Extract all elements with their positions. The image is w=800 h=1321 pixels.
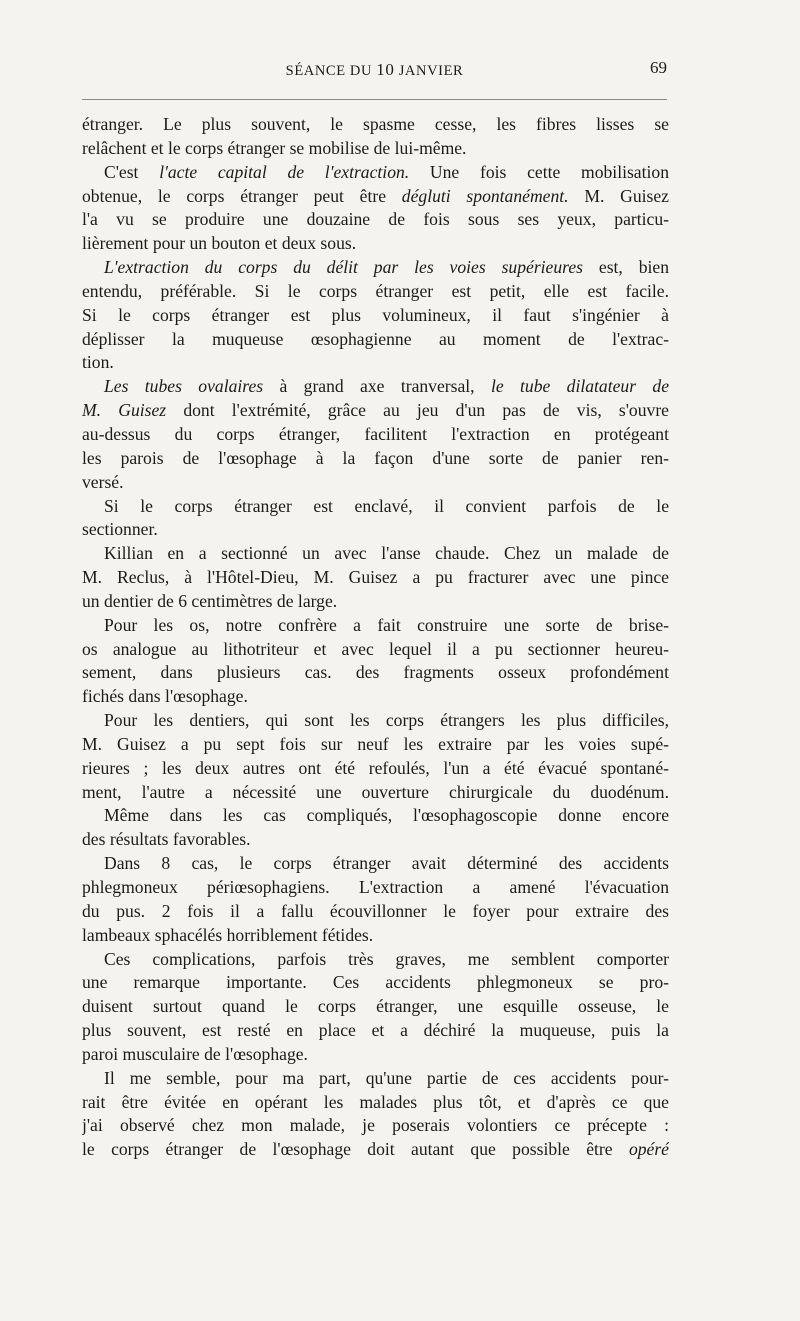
text-segment: est, bien [583,257,669,278]
italic-text: M. Guisez [82,400,167,421]
text-line: relâchent et le corps étranger se mobilise de lui-même. [82,137,467,158]
page-number: 69 [650,58,667,77]
header-rule [82,99,667,100]
text-line: Ces complications, parfois très graves, me semblent comporter [104,948,669,969]
text-line: Si le corps étranger est enclavé, il convient parfois de le [104,495,669,516]
text-line: plus souvent, est resté en place et a déchiré la muqueuse, puis la [82,1020,669,1041]
running-title-part: SÉANCE DU [285,63,377,79]
text-segment: à grand axe tranversal, [263,376,491,397]
text-segment: dont l'extrémité, grâce au jeu d'un pas de vis, s'ouvre [166,400,669,421]
text-line: Dans 8 cas, le corps étranger avait déterminé des accidents [104,853,669,874]
text-line [82,399,669,423]
text-line: Pour les os, notre confrère a fait construire une sorte de brise- [104,614,669,635]
text-line: rait être évitée en opérant les malades plus tôt, et d'après ce que [82,1091,669,1112]
italic-text: le tube dilatateur de [490,376,669,397]
text-line: Killian en a sectionné un avec l'anse chaude. Chez un malade de [104,543,669,564]
text-line: j'ai observé chez mon malade, je poserais volontiers ce précepte : [82,1115,669,1136]
text-line: des résultats favorables. [82,829,251,850]
text-line: Même dans les cas compliqués, l'œsophagoscopie donne encore [104,805,669,826]
text-line: sectionner. [82,519,158,540]
text-line: rieures ; les deux autres ont été refoulés, l'un a été évacué spontané- [82,757,669,778]
text-line [82,161,669,185]
text-line: os analogue au lithotriteur et avec lequel il a pu sectionner heureu- [82,638,669,659]
running-title-day: 10 [376,60,395,79]
text-line [82,185,669,209]
text-segment: le corps étranger de l'œsophage doit autant que possible être [82,1139,629,1160]
italic-text: Les tubes ovalaires [104,376,264,397]
text-line: Pour les dentiers, qui sont les corps étrangers les plus difficiles, [104,710,669,731]
text-line: Si le corps étranger est plus volumineux, il faut s'ingénier à [82,304,669,325]
text-line [82,256,669,280]
running-header [82,56,667,86]
text-line [82,375,669,399]
text-segment: C'est [104,161,160,182]
text-line: les parois de l'œsophage à la façon d'une sorte de panier ren- [82,447,669,468]
italic-text: l'acte capital de l'extraction. [159,161,410,182]
text-line: étranger. Le plus souvent, le spasme cesse, les fibres lisses se [82,114,669,134]
italic-text: dégluti spontanément. [401,185,569,206]
text-line: Il me semble, pour ma part, qu'une partie de ces accidents pour- [104,1067,669,1088]
text-line: ment, l'autre a nécessité une ouverture chirurgicale du duodénum. [82,781,669,802]
text-line: M. Reclus, à l'Hôtel-Dieu, M. Guisez a pu fracturer avec une pince [82,567,669,588]
text-line: versé. [82,471,124,492]
text-line: sement, dans plusieurs cas. des fragments osseux profondément [82,662,669,683]
text-line: tion. [82,352,114,373]
text-line: un dentier de 6 centimètres de large. [82,590,338,611]
text-line: duisent surtout quand le corps étranger, une esquille osseuse, le [82,996,669,1017]
body-text [82,113,669,1162]
text-line: phlegmoneux périœsophagiens. L'extraction a amené l'évacuation [82,877,669,897]
italic-text: opéré [628,1139,669,1160]
running-title-part: JANVIER [394,63,464,79]
text-line: fichés dans l'œsophage. [82,686,248,707]
text-line [82,1138,669,1162]
italic-text: L'extraction du corps du délit par les voies supérieures [104,257,584,278]
text-segment: M. Guisez [568,185,669,206]
text-line: l'a vu se produire une douzaine de fois sous ses yeux, particu- [82,209,669,230]
text-line: M. Guisez a pu sept fois sur neuf les extraire par les voies supé- [82,733,669,754]
text-line: au-dessus du corps étranger, facilitent l'extraction en protégeant [82,423,669,444]
text-line: une remarque importante. Ces accidents phlegmoneux se pro- [82,972,669,993]
text-line: entendu, préférable. Si le corps étranger est petit, elle est facile. [82,280,669,301]
text-line: du pus. 2 fois il a fallu écouvillonner le foyer pour extraire des [82,900,669,921]
text-line: déplisser la muqueuse œsophagienne au moment de l'extrac- [82,328,669,349]
text-line: lambeaux sphacélés horriblement fétides. [82,924,374,945]
text-line: paroi musculaire de l'œsophage. [82,1043,308,1064]
text-line: lièrement pour un bouton et deux sous. [82,233,357,254]
running-title [82,60,667,80]
text-segment: Une fois cette mobilisation [409,161,669,182]
text-segment: obtenue, le corps étranger peut être [82,185,402,206]
